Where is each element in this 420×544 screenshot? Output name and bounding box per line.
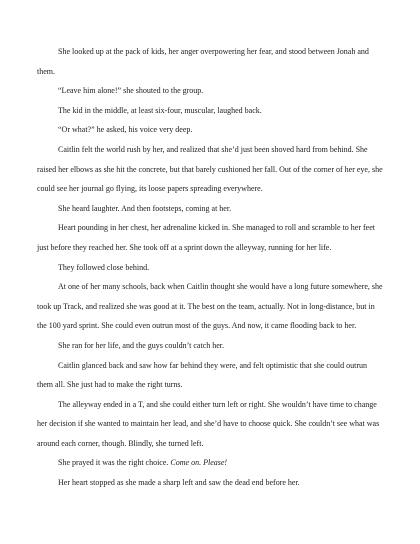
paragraph: Caitlin felt the world rush by her, and realized that she’d just been shoved hard from behind. She raised her elbows as she hit the concrete, but that barely cushioned her fall. Out of the corner of her eye, she could see her journal go flying, its loose papers spreading everywhere. xyxy=(37,144,383,194)
paragraph: Her heart stopped as she made a sharp left and saw the dead end before her. xyxy=(58,478,300,488)
paragraph: They followed close behind. xyxy=(58,262,150,272)
body-text xyxy=(37,42,383,493)
paragraph: At one of her many schools, back when Caitlin thought she would have a long future somewhere, she took up Track, and realized she was good at it. The best on the team, actually. Not in long-distance, but in the 100 yard sprint. She could even outrun most of the guys. And now, it came flooding back to her. xyxy=(37,282,383,331)
paragraph xyxy=(37,453,383,473)
paragraph: She looked up at the pack of kids, her anger overpowering her fear, and stood between Jonah and them. xyxy=(37,47,369,76)
paragraph: Caitlin glanced back and saw how far behind they were, and felt optimistic that she could outrun them all. She just had to make the right turns. xyxy=(37,360,368,390)
italic-thought: Come on. Please! xyxy=(170,458,228,468)
paragraph: The kid in the middle, at least six-four, muscular, laughed back. xyxy=(58,105,262,115)
paragraph: She ran for her life, and the guys couldn’t catch her. xyxy=(58,340,225,350)
paragraph: “Leave him alone!” she shouted to the group. xyxy=(58,86,204,96)
paragraph: “Or what?” he asked, his voice very deep. xyxy=(58,125,193,135)
paragraph: She heard laughter. And then footsteps, coming at her. xyxy=(58,203,232,213)
paragraph-text: She prayed it was the right choice. xyxy=(58,458,171,468)
paragraph: The alleyway ended in a T, and she could either turn left or right. She wouldn’t have time to change her decision if she wanted to maintain her lead, and she’d have to choose quick. She couldn’t see what was around each corner, though. Blindly, she turned left. xyxy=(37,399,380,448)
paragraph: Heart pounding in her chest, her adrenaline kicked in. She managed to roll and scramble to her feet just before they reached her. She took off at a sprint down the alleyway, running for her life. xyxy=(37,223,375,252)
